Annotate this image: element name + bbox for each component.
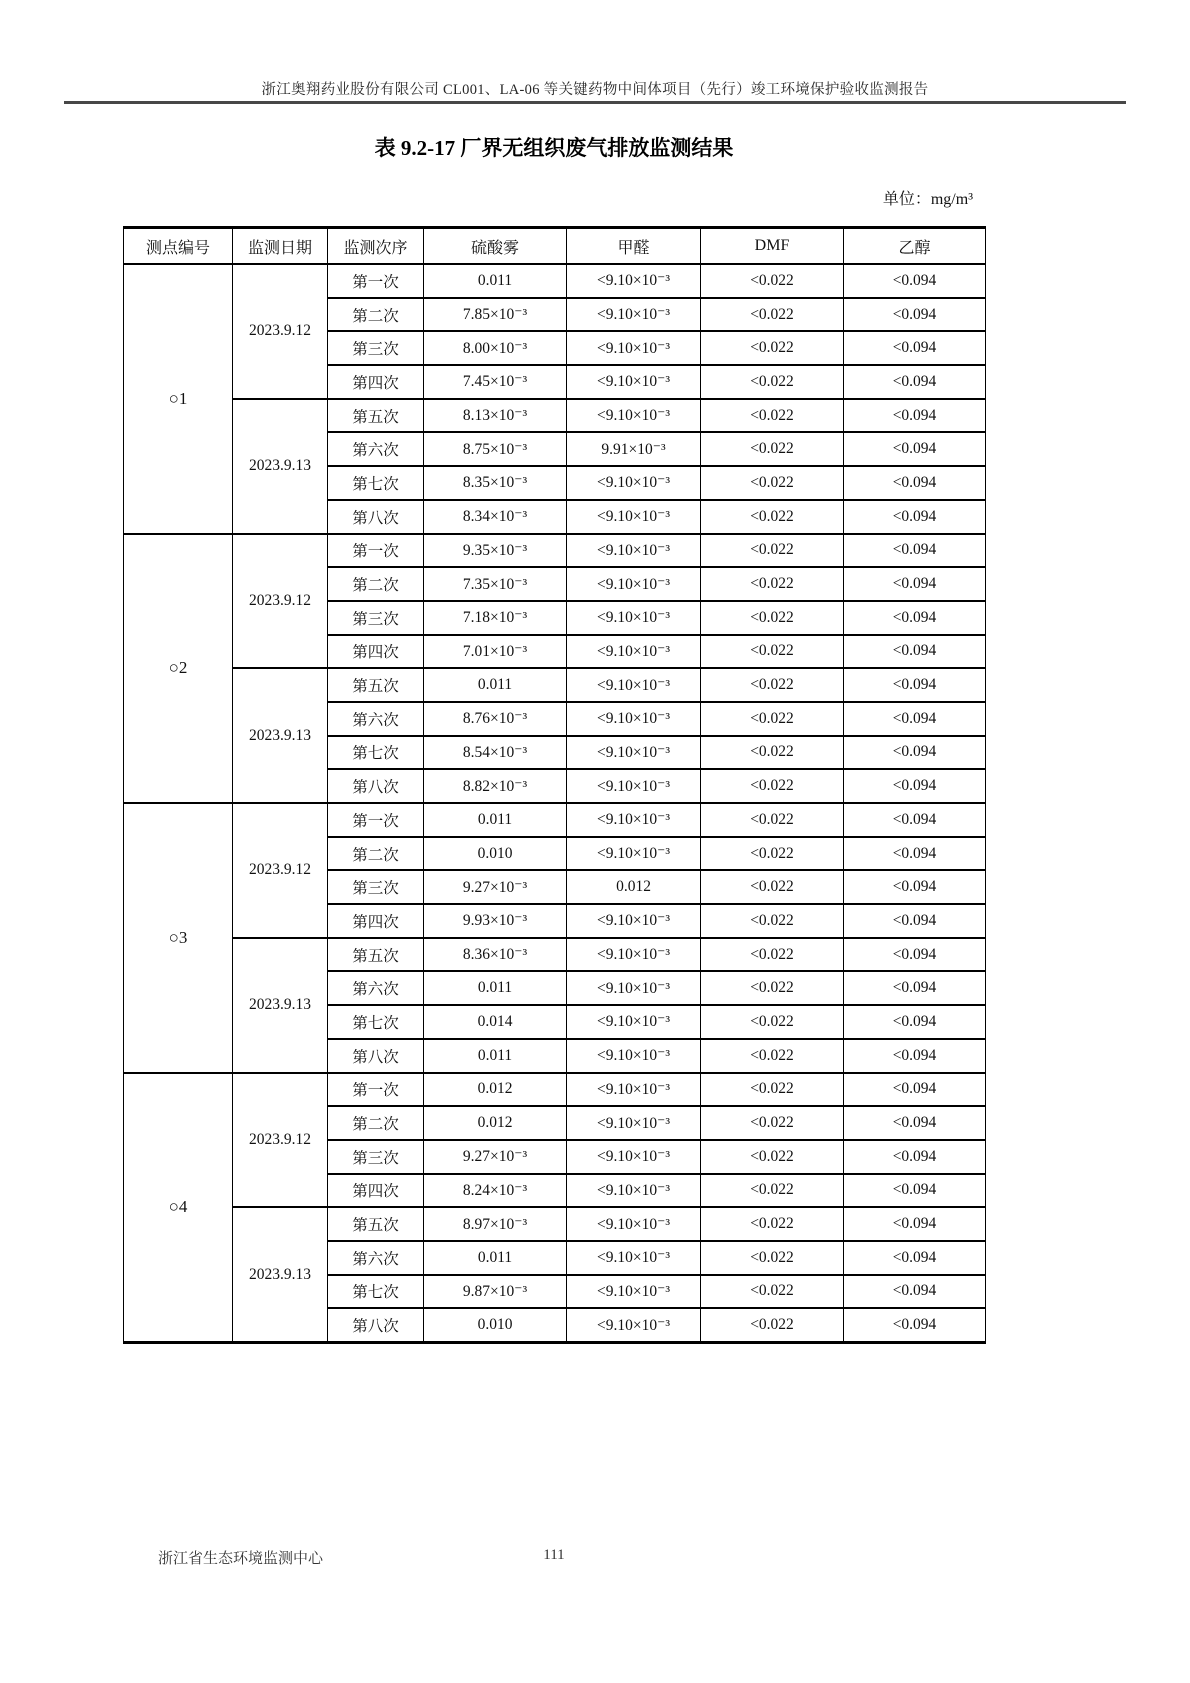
sequence-cell: 第三次 [328,1140,424,1174]
table-row [124,399,986,433]
value-cell: <0.022 [701,1005,844,1039]
value-cell: <0.022 [701,702,844,736]
value-cell: <0.022 [701,1174,844,1208]
sequence-cell: 第一次 [328,264,424,298]
value-cell: <0.094 [844,500,986,534]
value-cell: 8.34×10⁻³ [424,500,567,534]
value-cell: <0.094 [844,1308,986,1342]
value-cell: <0.094 [844,837,986,871]
table-row [124,534,986,568]
point-id-cell: ○3 [124,803,233,1073]
value-cell: <0.022 [701,365,844,399]
value-cell: 9.27×10⁻³ [424,1140,567,1174]
value-cell: 7.45×10⁻³ [424,365,567,399]
value-cell: 7.35×10⁻³ [424,567,567,601]
value-cell: 0.012 [567,870,701,904]
sequence-cell: 第一次 [328,803,424,837]
sequence-cell: 第五次 [328,938,424,972]
sequence-cell: 第一次 [328,1073,424,1107]
sequence-cell: 第八次 [328,769,424,803]
sequence-cell: 第八次 [328,1039,424,1073]
value-cell: <0.094 [844,399,986,433]
sequence-cell: 第六次 [328,432,424,466]
value-cell: <0.022 [701,1241,844,1275]
date-cell: 2023.9.12 [233,803,328,938]
date-cell: 2023.9.12 [233,1073,328,1208]
value-cell: 0.010 [424,837,567,871]
value-cell: <0.022 [701,1073,844,1107]
value-cell: <9.10×10⁻³ [567,534,701,568]
point-id-cell: ○2 [124,534,233,804]
column-header-date: 监测日期 [233,228,328,265]
value-cell: 8.75×10⁻³ [424,432,567,466]
column-header-formaldehyde: 甲醛 [567,228,701,265]
value-cell: 0.011 [424,1241,567,1275]
value-cell: <0.094 [844,601,986,635]
value-cell: <0.022 [701,837,844,871]
sequence-cell: 第七次 [328,1005,424,1039]
value-cell: <0.022 [701,567,844,601]
table-row [124,668,986,702]
value-cell: 0.011 [424,668,567,702]
table-row [124,1073,986,1107]
value-cell: <0.094 [844,432,986,466]
value-cell: <9.10×10⁻³ [567,331,701,365]
value-cell: <0.094 [844,938,986,972]
sequence-cell: 第四次 [328,1174,424,1208]
value-cell: <9.10×10⁻³ [567,904,701,938]
footer-organization: 浙江省生态环境监测中心 [158,1551,324,1567]
value-cell: <0.022 [701,635,844,669]
value-cell: <9.10×10⁻³ [567,769,701,803]
value-cell: <0.094 [844,736,986,770]
value-cell: <0.022 [701,736,844,770]
header-divider [64,101,1126,104]
value-cell: 0.011 [424,971,567,1005]
value-cell: <9.10×10⁻³ [567,635,701,669]
value-cell: <0.022 [701,500,844,534]
value-cell: <0.094 [844,702,986,736]
sequence-cell: 第三次 [328,601,424,635]
value-cell: <0.094 [844,1174,986,1208]
sequence-cell: 第二次 [328,298,424,332]
sequence-cell: 第七次 [328,736,424,770]
value-cell: <9.10×10⁻³ [567,938,701,972]
value-cell: <9.10×10⁻³ [567,567,701,601]
value-cell: <0.022 [701,904,844,938]
point-id-cell: ○4 [124,1073,233,1343]
date-cell: 2023.9.13 [233,938,328,1073]
value-cell: <0.094 [844,635,986,669]
value-cell: <9.10×10⁻³ [567,1106,701,1140]
value-cell: <0.022 [701,938,844,972]
date-cell: 2023.9.12 [233,264,328,399]
value-cell: <0.094 [844,365,986,399]
value-cell: <9.10×10⁻³ [567,1275,701,1309]
value-cell: 9.91×10⁻³ [567,432,701,466]
value-cell: <0.094 [844,466,986,500]
value-cell: <9.10×10⁻³ [567,668,701,702]
value-cell: <0.094 [844,1039,986,1073]
value-cell: <9.10×10⁻³ [567,399,701,433]
date-cell: 2023.9.13 [233,399,328,534]
value-cell: <0.094 [844,1275,986,1309]
monitoring-table-body [124,264,986,1343]
value-cell: <9.10×10⁻³ [567,1140,701,1174]
column-header-ethanol: 乙醇 [844,228,986,265]
unit-label: 单位：mg/m³ [882,191,973,208]
table-row [124,938,986,972]
table-title: 表 9.2-17 厂界无组织废气排放监测结果 [374,136,734,160]
value-cell: <0.094 [844,668,986,702]
sequence-cell: 第六次 [328,971,424,1005]
value-cell: <0.094 [844,870,986,904]
value-cell: 0.011 [424,803,567,837]
value-cell: <0.022 [701,1275,844,1309]
value-cell: 8.36×10⁻³ [424,938,567,972]
sequence-cell: 第七次 [328,466,424,500]
value-cell: 0.011 [424,1039,567,1073]
value-cell: <0.022 [701,264,844,298]
value-cell: 0.012 [424,1106,567,1140]
value-cell: <9.10×10⁻³ [567,971,701,1005]
sequence-cell: 第四次 [328,904,424,938]
value-cell: <9.10×10⁻³ [567,803,701,837]
value-cell: <9.10×10⁻³ [567,736,701,770]
sequence-cell: 第五次 [328,399,424,433]
value-cell: 8.82×10⁻³ [424,769,567,803]
table-row [124,803,986,837]
value-cell: <0.094 [844,1241,986,1275]
value-cell: <9.10×10⁻³ [567,1207,701,1241]
value-cell: <0.022 [701,331,844,365]
value-cell: <9.10×10⁻³ [567,500,701,534]
value-cell: 9.35×10⁻³ [424,534,567,568]
value-cell: 8.35×10⁻³ [424,466,567,500]
value-cell: 8.13×10⁻³ [424,399,567,433]
value-cell: <9.10×10⁻³ [567,1039,701,1073]
value-cell: <9.10×10⁻³ [567,298,701,332]
value-cell: 0.014 [424,1005,567,1039]
value-cell: 0.011 [424,264,567,298]
column-header-dmf: DMF [701,228,844,265]
value-cell: <0.022 [701,601,844,635]
table-row [124,1207,986,1241]
value-cell: <9.10×10⁻³ [567,601,701,635]
value-cell: <9.10×10⁻³ [567,1005,701,1039]
value-cell: <9.10×10⁻³ [567,1241,701,1275]
column-header-point: 测点编号 [124,228,233,265]
sequence-cell: 第五次 [328,668,424,702]
value-cell: <0.022 [701,399,844,433]
value-cell: 8.24×10⁻³ [424,1174,567,1208]
value-cell: <0.094 [844,567,986,601]
column-header-sequence: 监测次序 [328,228,424,265]
value-cell: <0.022 [701,1039,844,1073]
value-cell: <0.094 [844,534,986,568]
sequence-cell: 第二次 [328,567,424,601]
value-cell: <9.10×10⁻³ [567,365,701,399]
value-cell: <9.10×10⁻³ [567,837,701,871]
value-cell: 9.87×10⁻³ [424,1275,567,1309]
value-cell: <0.094 [844,971,986,1005]
value-cell: 7.01×10⁻³ [424,635,567,669]
value-cell: 8.00×10⁻³ [424,331,567,365]
sequence-cell: 第三次 [328,870,424,904]
value-cell: <0.022 [701,870,844,904]
sequence-cell: 第四次 [328,635,424,669]
sequence-cell: 第二次 [328,1106,424,1140]
sequence-cell: 第七次 [328,1275,424,1309]
value-cell: <0.094 [844,331,986,365]
value-cell: <0.022 [701,466,844,500]
value-cell: 0.012 [424,1073,567,1107]
sequence-cell: 第八次 [328,1308,424,1342]
sequence-cell: 第六次 [328,1241,424,1275]
value-cell: <0.094 [844,1005,986,1039]
value-cell: 7.85×10⁻³ [424,298,567,332]
value-cell: <0.094 [844,769,986,803]
sequence-cell: 第六次 [328,702,424,736]
table-row [124,264,986,298]
value-cell: 8.97×10⁻³ [424,1207,567,1241]
sequence-cell: 第五次 [328,1207,424,1241]
value-cell: <0.094 [844,1106,986,1140]
value-cell: <0.022 [701,803,844,837]
value-cell: 0.010 [424,1308,567,1342]
value-cell: <0.022 [701,298,844,332]
table-header-row [124,228,986,265]
value-cell: <0.094 [844,1073,986,1107]
value-cell: <0.022 [701,1106,844,1140]
value-cell: 9.27×10⁻³ [424,870,567,904]
column-header-sulfuric-acid-mist: 硫酸雾 [424,228,567,265]
sequence-cell: 第四次 [328,365,424,399]
value-cell: <9.10×10⁻³ [567,1073,701,1107]
value-cell: <9.10×10⁻³ [567,1174,701,1208]
sequence-cell: 第二次 [328,837,424,871]
value-cell: 9.93×10⁻³ [424,904,567,938]
sequence-cell: 第三次 [328,331,424,365]
value-cell: <0.022 [701,1140,844,1174]
value-cell: <9.10×10⁻³ [567,466,701,500]
date-cell: 2023.9.12 [233,534,328,669]
value-cell: <0.094 [844,904,986,938]
value-cell: <0.094 [844,803,986,837]
value-cell: <0.094 [844,264,986,298]
page-number: 111 [543,1547,565,1563]
value-cell: <0.022 [701,668,844,702]
value-cell: 7.18×10⁻³ [424,601,567,635]
value-cell: <9.10×10⁻³ [567,702,701,736]
value-cell: <0.022 [701,534,844,568]
value-cell: <9.10×10⁻³ [567,264,701,298]
value-cell: <0.022 [701,1308,844,1342]
value-cell: 8.76×10⁻³ [424,702,567,736]
sequence-cell: 第八次 [328,500,424,534]
value-cell: <0.022 [701,769,844,803]
value-cell: <9.10×10⁻³ [567,1308,701,1342]
value-cell: 8.54×10⁻³ [424,736,567,770]
value-cell: <0.022 [701,971,844,1005]
date-cell: 2023.9.13 [233,668,328,803]
value-cell: <0.022 [701,432,844,466]
value-cell: <0.022 [701,1207,844,1241]
sequence-cell: 第一次 [328,534,424,568]
value-cell: <0.094 [844,1140,986,1174]
value-cell: <0.094 [844,1207,986,1241]
date-cell: 2023.9.13 [233,1207,328,1342]
value-cell: <0.094 [844,298,986,332]
report-header-text: 浙江奥翔药业股份有限公司 CL001、LA-06 等关键药物中间体项目（先行）竣工环境保护验收监测报告 [261,82,929,98]
monitoring-results-table [123,226,986,1344]
point-id-cell: ○1 [124,264,233,534]
